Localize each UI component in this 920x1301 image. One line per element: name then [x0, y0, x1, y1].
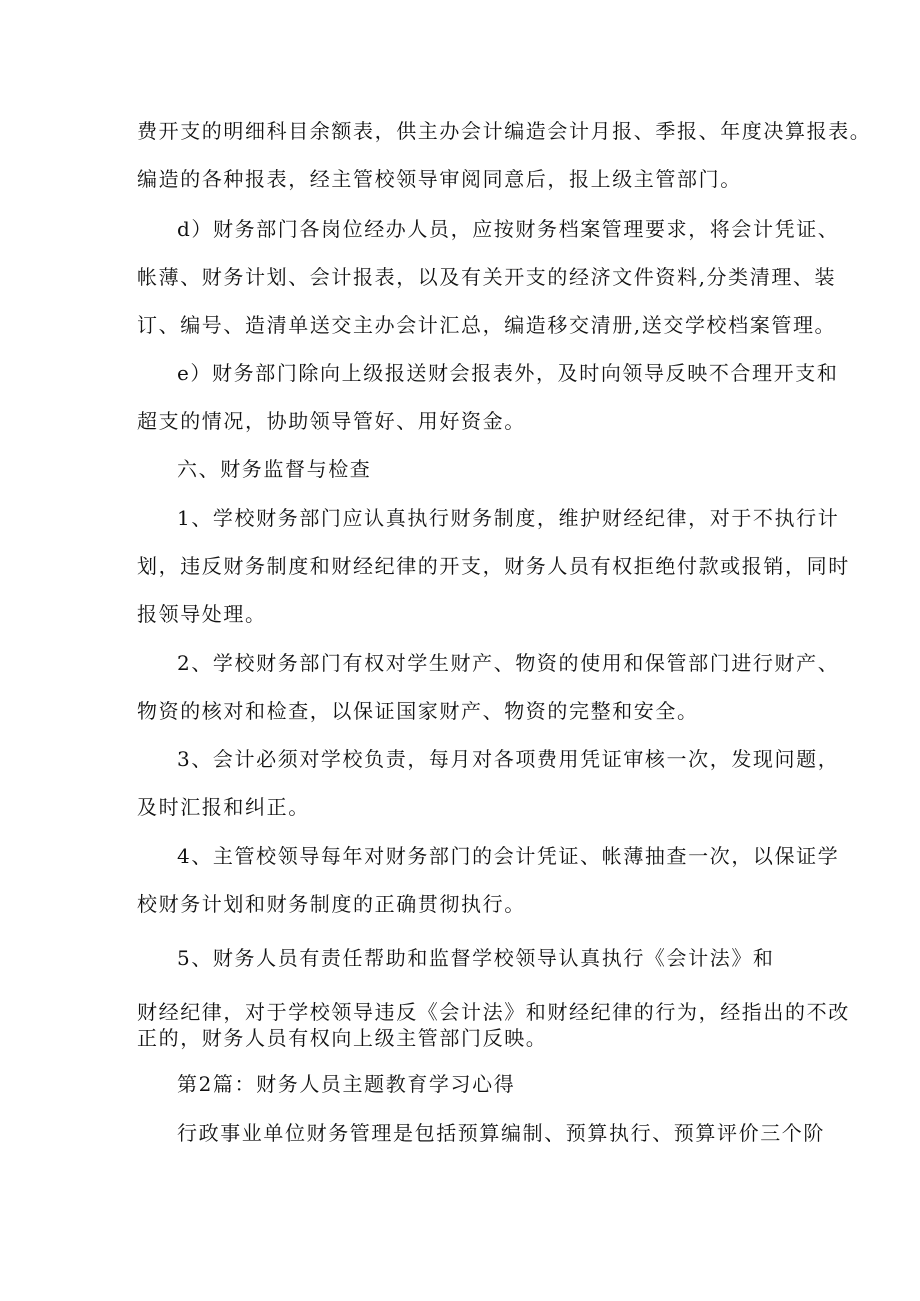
text-line: 1、学校财务部门应认真执行财务制度，维护财经纪律，对于不执行计 — [177, 506, 840, 530]
text-line: 编造的各种报表，经主管校领导审阅同意后，报上级主管部门。 — [137, 167, 742, 191]
text-line: 帐薄、财务计划、会计报表，以及有关开支的经济文件资料,分类清理、装 — [137, 265, 837, 289]
text-line: 校财务计划和财务制度的正确贯彻执行。 — [137, 892, 526, 916]
text-line: 报领导处理。 — [137, 602, 267, 626]
article-heading: 第2篇：财务人员主题教育学习心得 — [177, 1072, 516, 1096]
text-line: 正的，财务人员有权向上级主管部门反映。 — [137, 1026, 548, 1050]
section-heading: 六、财务监督与检查 — [177, 457, 372, 481]
text-line: 行政事业单位财务管理是包括预算编制、预算执行、预算评价三个阶 — [177, 1121, 825, 1145]
text-line: 4、主管校领导每年对财务部门的会计凭证、帐薄抽查一次，以保证学 — [177, 844, 840, 868]
text-line: 订、编号、造清单送交主办会计汇总，编造移交清册,送交学校档案管理。 — [137, 313, 837, 337]
text-line: e）财务部门除向上级报送财会报表外，及时向领导反映不合理开支和 — [177, 361, 839, 385]
text-line: 超支的情况，协助领导管好、用好资金。 — [137, 409, 526, 433]
text-line: 财经纪律，对于学校领导违反《会计法》和财经纪律的行为，经指出的不改 — [137, 1000, 850, 1024]
text-line: 物资的核对和检查，以保证国家财产、物资的完整和安全。 — [137, 699, 699, 723]
text-line: 5、财务人员有责任帮助和监督学校领导认真执行《会计法》和 — [177, 946, 775, 970]
text-line: 划，违反财务制度和财经纪律的开支，财务人员有权拒绝付款或报销，同时 — [137, 554, 850, 578]
text-line: 及时汇报和纠正。 — [137, 795, 310, 819]
text-line: 费开支的明细科目余额表，供主办会计编造会计月报、季报、年度决算报表。 — [137, 119, 872, 143]
text-line: 2、学校财务部门有权对学生财产、物资的使用和保管部门进行财产、 — [177, 651, 840, 675]
text-line: d）财务部门各岗位经办人员，应按财务档案管理要求，将会计凭证、 — [177, 217, 840, 241]
text-line: 3、会计必须对学校负责，每月对各项费用凭证审核一次，发现问题， — [177, 747, 840, 771]
